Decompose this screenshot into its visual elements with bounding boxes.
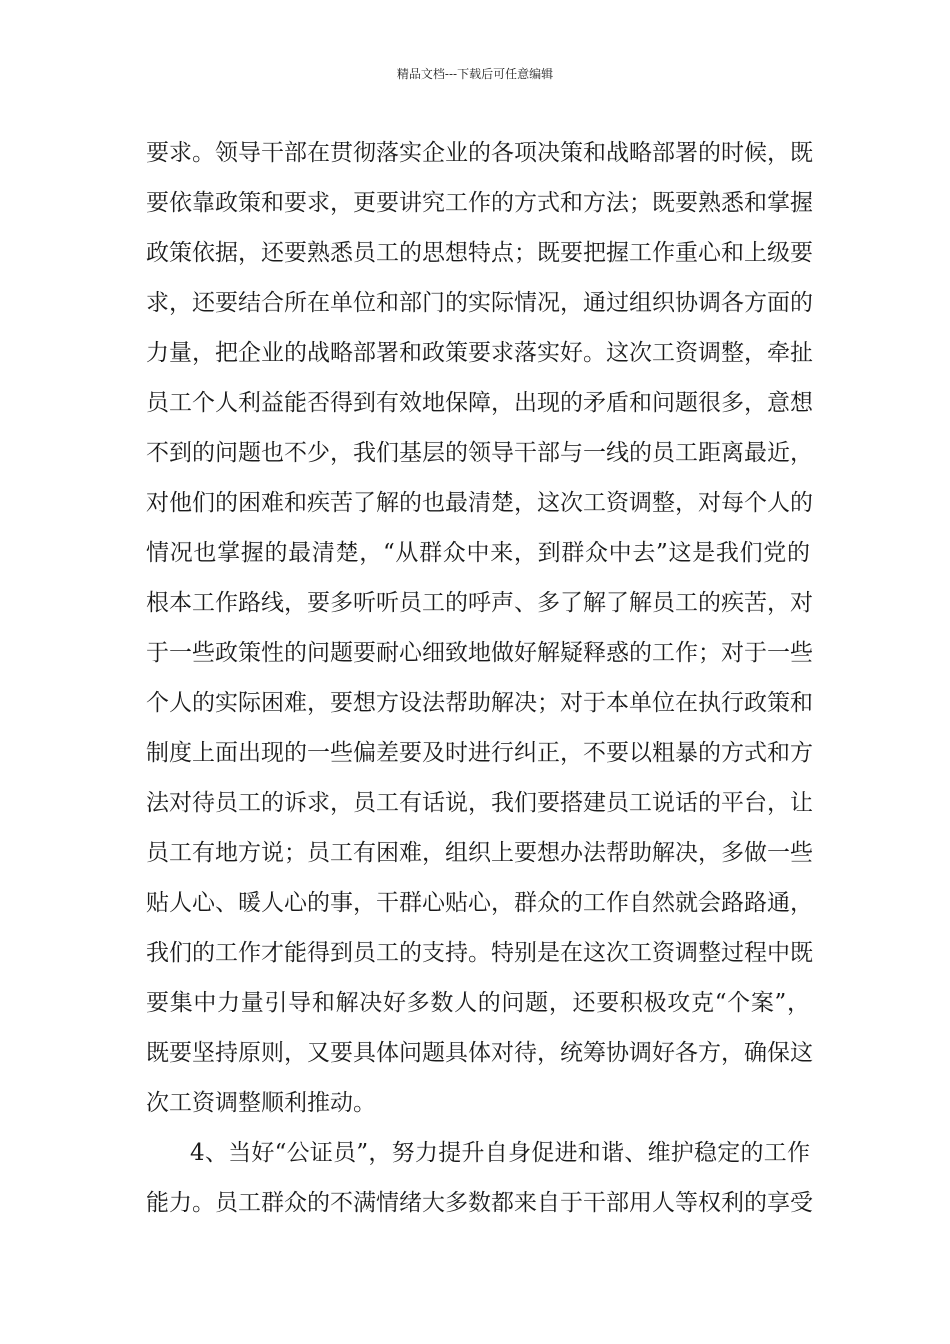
text-line: 员工有地方说；员工有困难，组织上要想办法帮助解决，多做一些: [146, 840, 813, 866]
text-line: 不到的问题也不少，我们基层的领导干部与一线的员工距离最近，: [146, 440, 813, 466]
text-line: 于一些政策性的问题要耐心细致地做好解疑释惑的工作；对于一些: [146, 640, 813, 666]
text-line: 既要坚持原则，又要具体问题具体对待，统筹协调好各方，确保这: [146, 1040, 813, 1066]
text-line: 次工资调整顺利推动。: [146, 1090, 376, 1116]
text-line: 4、当好“公证员”，努力提升自身促进和谐、维护稳定的工作: [190, 1140, 810, 1166]
text-line: 政策依据，还要熟悉员工的思想特点；既要把握工作重心和上级要: [146, 240, 813, 266]
text-line: 要集中力量引导和解决好多数人的问题，还要积极攻克“个案”，: [146, 990, 810, 1016]
text-line: 要求。领导干部在贯彻落实企业的各项决策和战略部署的时候，既: [146, 140, 813, 166]
text-line: 我们的工作才能得到员工的支持。特别是在这次工资调整过程中既: [146, 940, 813, 966]
text-line: 能力。员工群众的不满情绪大多数都来自于干部用人等权利的享受: [146, 1190, 813, 1216]
text-line: 力量，把企业的战略部署和政策要求落实好。这次工资调整，牵扯: [146, 340, 813, 366]
text-line: 法对待员工的诉求，员工有话说，我们要搭建员工说话的平台，让: [146, 790, 813, 816]
text-line: 个人的实际困难，要想方设法帮助解决；对于本单位在执行政策和: [146, 690, 813, 716]
text-line: 对他们的困难和疾苦了解的也最清楚，这次工资调整，对每个人的: [146, 490, 813, 516]
text-line: 根本工作路线，要多听听员工的呼声、多了解了解员工的疾苦，对: [146, 590, 813, 616]
text-line: 制度上面出现的一些偏差要及时进行纠正，不要以粗暴的方式和方: [146, 740, 813, 766]
text-line: 员工个人利益能否得到有效地保障，出现的矛盾和问题很多，意想: [146, 390, 813, 416]
document-body: [146, 128, 813, 1228]
text-line: 要依靠政策和要求，更要讲究工作的方式和方法；既要熟悉和掌握: [146, 190, 813, 216]
text-line: 情况也掌握的最清楚，“从群众中来，到群众中去”这是我们党的: [146, 540, 810, 566]
text-line: 求，还要结合所在单位和部门的实际情况，通过组织协调各方面的: [146, 290, 813, 316]
page-header: 精品文档---下载后可任意编辑: [396, 67, 554, 81]
text-line: 贴人心、暖人心的事，干群心贴心，群众的工作自然就会路路通，: [146, 890, 813, 916]
